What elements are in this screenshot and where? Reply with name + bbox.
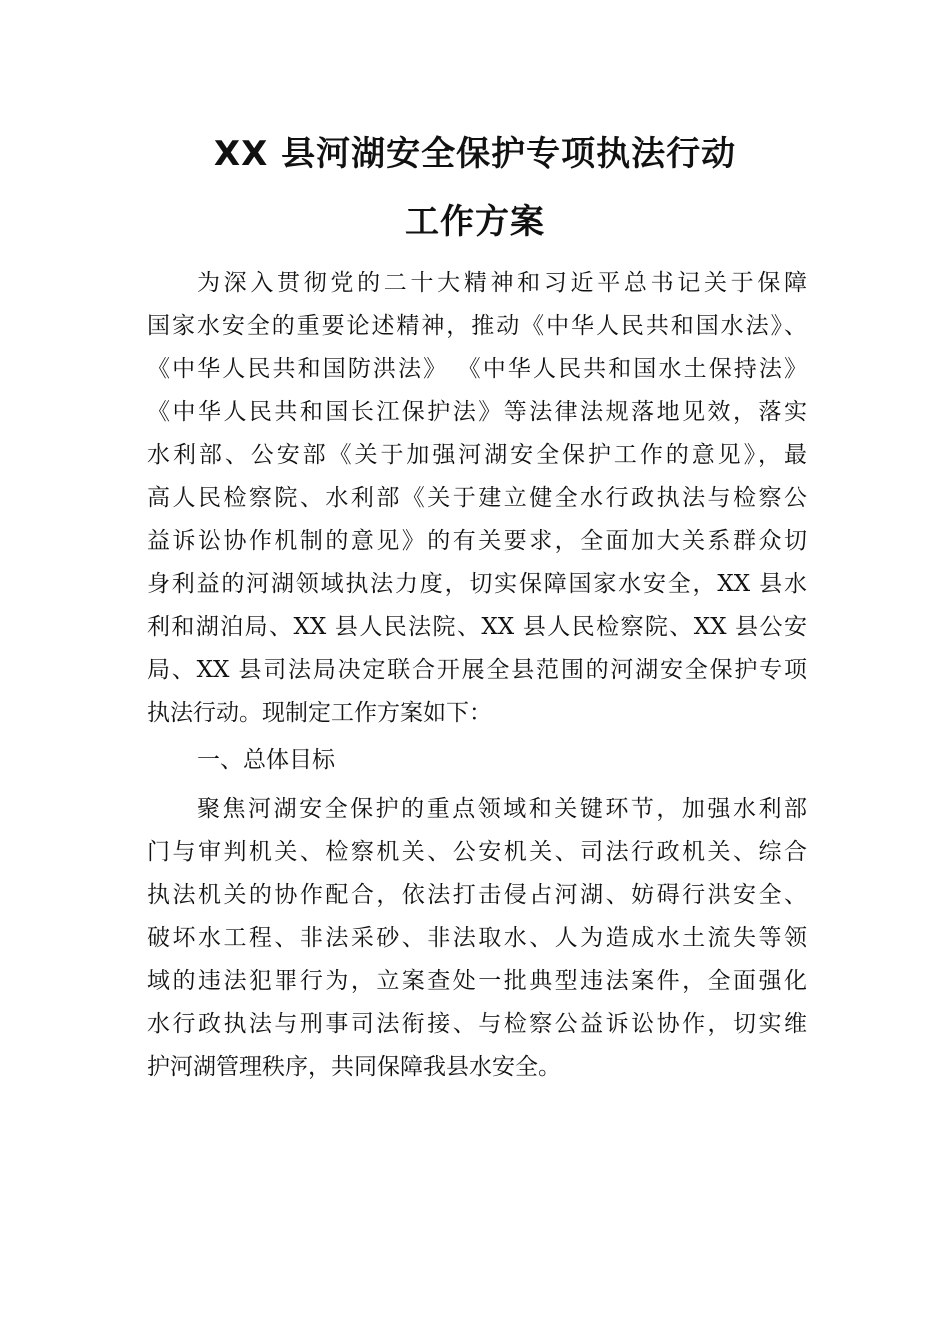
- body-line-10: 局、XX 县司法局决定联合开展全县范围的河湖安全保护专项: [147, 657, 807, 683]
- document-title-line-2: 工作方案: [405, 202, 545, 242]
- body-line-16: 破坏水工程、非法采砂、非法取水、人为造成水土流失等领: [147, 925, 807, 951]
- body-line-7: 益诉讼协作机制的意见》的有关要求，全面加大关系群众切: [147, 528, 807, 554]
- body-line-8: 身利益的河湖领域执法力度，切实保障国家水安全，XX 县水: [147, 571, 807, 597]
- body-line-2: 国家水安全的重要论述精神，推动《中华人民共和国水法》、: [147, 313, 807, 339]
- body-line-3: 《中华人民共和国防洪法》 《中华人民共和国水土保持法》: [147, 356, 807, 382]
- body-line-6: 高人民检察院、水利部《关于建立健全水行政执法与检察公: [147, 485, 807, 511]
- body-line-17: 域的违法犯罪行为，立案查处一批典型违法案件，全面强化: [147, 968, 807, 994]
- body-line-4: 《中华人民共和国长江保护法》等法律法规落地见效，落实: [147, 399, 807, 425]
- body-line-11: 执法行动。现制定工作方案如下：: [147, 700, 492, 726]
- body-line-19: 护河湖管理秩序，共同保障我县水安全。: [147, 1054, 561, 1080]
- document-title-line-1: XX 县河湖安全保护专项执法行动: [213, 134, 737, 174]
- section-heading: 一、总体目标: [197, 747, 335, 773]
- body-line-1: 为深入贯彻党的二十大精神和习近平总书记关于保障: [197, 270, 807, 296]
- body-line-5: 水利部、公安部《关于加强河湖安全保护工作的意见》，最: [147, 442, 807, 468]
- body-line-15: 执法机关的协作配合，依法打击侵占河湖、妨碍行洪安全、: [147, 882, 807, 908]
- body-line-14: 门与审判机关、检察机关、公安机关、司法行政机关、综合: [147, 839, 807, 865]
- body-line-13: 聚焦河湖安全保护的重点领域和关键环节，加强水利部: [197, 796, 807, 822]
- body-line-18: 水行政执法与刑事司法衔接、与检察公益诉讼协作，切实维: [147, 1011, 807, 1037]
- body-line-9: 利和湖泊局、XX 县人民法院、XX 县人民检察院、XX 县公安: [147, 614, 807, 640]
